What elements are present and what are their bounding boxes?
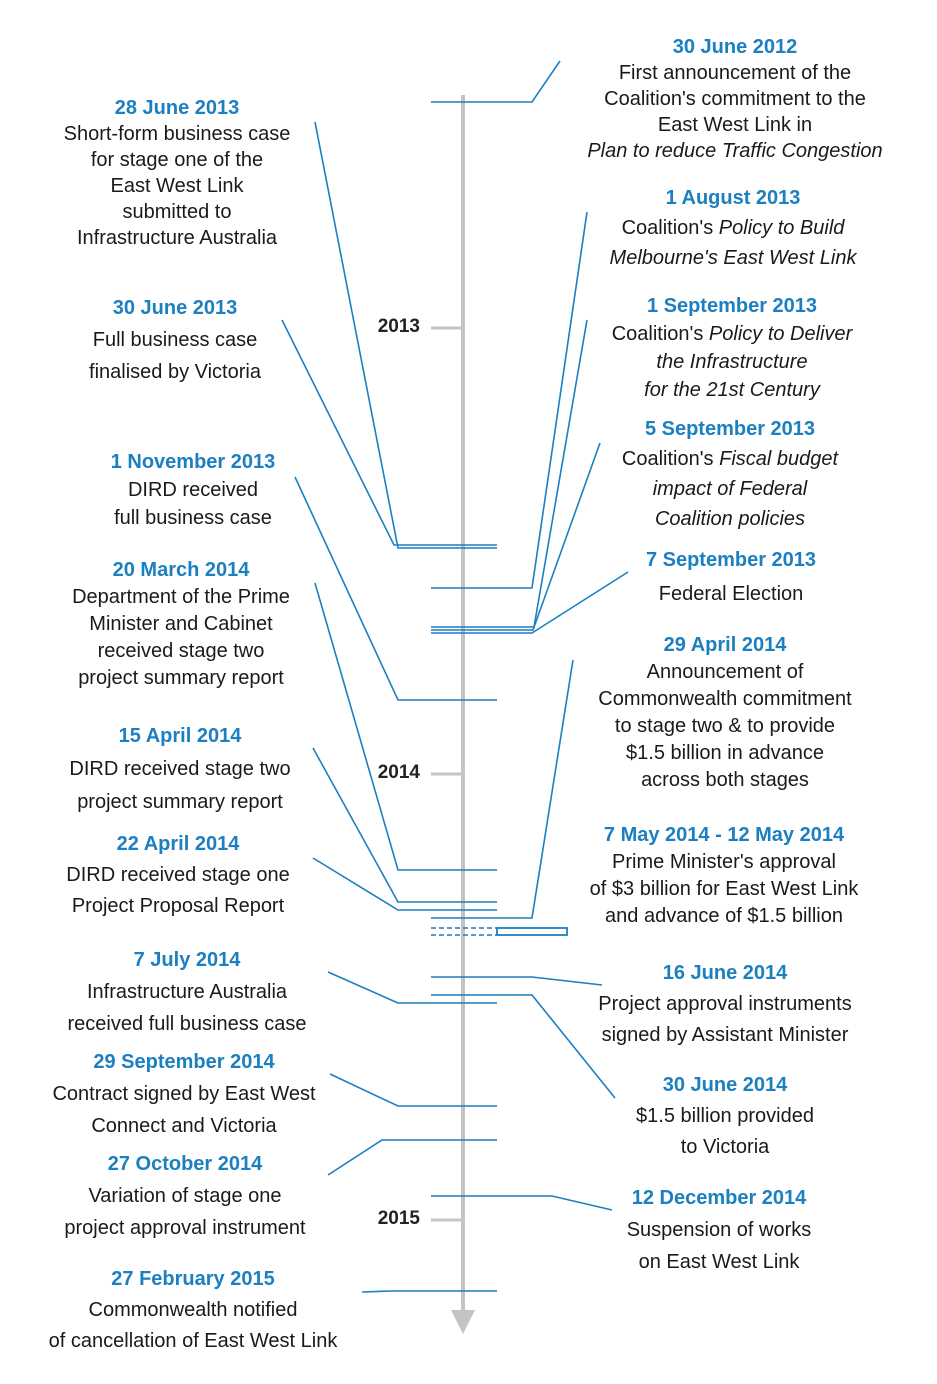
event-text-line <box>0 504 393 532</box>
event-text: across both stages <box>641 769 809 791</box>
event-text-line <box>525 989 925 1020</box>
event-text-line <box>533 213 933 243</box>
event-text-line <box>531 577 931 611</box>
event-text: Connect and Victoria <box>91 1115 277 1137</box>
event-text: Variation of stage one <box>88 1185 282 1207</box>
event-text: Prime Minister's approval <box>612 851 836 873</box>
event-text-line <box>535 112 935 138</box>
event-text: Infrastructure Australia <box>76 227 278 249</box>
left-event <box>0 1264 393 1357</box>
event-text-line <box>0 1110 384 1142</box>
event-text: Commonwealth commitment <box>598 688 852 710</box>
event-text-line <box>0 1212 385 1244</box>
event-text: Project approval instruments <box>598 993 852 1015</box>
right-event <box>524 822 924 930</box>
event-text-line <box>525 767 925 794</box>
event-text: to Victoria <box>680 1136 770 1158</box>
event-text-line <box>525 659 925 686</box>
event-text-line <box>0 976 387 1008</box>
event-date: 1 August 2013 <box>665 187 801 209</box>
event-text-line <box>0 891 378 922</box>
event-text-line <box>525 686 925 713</box>
event-text-line <box>535 138 935 164</box>
event-text-line <box>530 444 930 474</box>
left-event <box>0 95 377 251</box>
event-date: 12 December 2014 <box>631 1187 807 1209</box>
event-date: 5 September 2013 <box>644 418 816 440</box>
left-event <box>0 829 378 922</box>
right-event <box>519 1182 919 1278</box>
event-text: of $3 billion for East West Link <box>589 878 859 900</box>
event-title-italic: Fiscal budget <box>719 448 839 470</box>
event-text: Contract signed by East West <box>52 1083 316 1105</box>
event-text: project summary report <box>78 667 284 689</box>
event-text-line <box>525 740 925 767</box>
event-text-line <box>530 474 930 504</box>
event-text: Coalition's <box>621 448 720 470</box>
event-text-line <box>0 147 377 173</box>
event-text: DIRD received stage one <box>66 864 290 886</box>
event-text: Coalition's <box>611 323 709 345</box>
event-text: $1.5 billion in advance <box>626 742 824 764</box>
right-event <box>525 1070 925 1163</box>
event-text: Minister and Cabinet <box>89 613 273 635</box>
event-date: 7 May 2014 - 12 May 2014 <box>603 824 845 846</box>
event-text-line <box>525 1101 925 1132</box>
event-text: project approval instrument <box>64 1217 306 1239</box>
event-date: 22 April 2014 <box>116 833 240 855</box>
timeline-arrow-head <box>451 1310 475 1334</box>
event-text-line <box>0 1078 384 1110</box>
event-text: Department of the Prime <box>72 586 290 608</box>
event-text-line <box>0 1295 393 1326</box>
event-date: 28 June 2013 <box>114 97 240 119</box>
event-date: 30 June 2012 <box>672 36 798 58</box>
event-text-line <box>525 713 925 740</box>
event-text: DIRD received <box>127 479 259 501</box>
event-text-line <box>530 504 930 534</box>
event-text: for stage one of the <box>90 149 264 171</box>
event-date: 1 November 2013 <box>110 451 276 473</box>
event-text-line <box>0 173 377 199</box>
event-date: 15 April 2014 <box>118 725 242 747</box>
event-text-line <box>0 860 378 891</box>
event-text-line <box>535 86 935 112</box>
event-text: East West Link in <box>657 114 813 136</box>
event-text: of cancellation of East West Link <box>48 1330 338 1352</box>
event-text: received stage two <box>97 640 265 662</box>
event-text-line <box>0 584 381 611</box>
event-text-line <box>0 1008 387 1040</box>
event-text: Full business case <box>92 329 258 351</box>
event-text-line <box>0 665 381 692</box>
event-text: $1.5 billion provided <box>636 1105 814 1127</box>
right-event <box>525 632 925 794</box>
event-title-italic: the Infrastructure <box>656 351 808 373</box>
event-title-italic: Policy to Build <box>718 217 845 239</box>
event-title-italic: impact of Federal <box>652 478 808 500</box>
event-date: 27 October 2014 <box>107 1153 263 1175</box>
event-text-line <box>533 243 933 273</box>
event-text-line <box>0 225 377 251</box>
event-date: 30 June 2014 <box>662 1074 788 1096</box>
event-text-line <box>535 60 935 86</box>
event-text: East West Link <box>110 175 244 197</box>
right-event <box>525 958 925 1051</box>
year-label: 2014 <box>377 762 420 783</box>
event-date: 29 September 2014 <box>93 1051 275 1073</box>
left-event <box>0 944 387 1040</box>
event-text-line <box>524 903 924 930</box>
event-text-line <box>0 476 393 504</box>
right-event <box>535 34 935 164</box>
event-text: DIRD received stage two <box>69 758 291 780</box>
event-text: Suspension of works <box>626 1219 812 1241</box>
left-event <box>0 720 380 819</box>
event-text-line <box>519 1246 919 1278</box>
year-label: 2015 <box>377 1208 420 1229</box>
event-text-line <box>0 356 375 388</box>
right-event <box>531 543 931 611</box>
event-text-line <box>0 121 377 147</box>
event-date: 30 June 2013 <box>112 297 238 319</box>
event-text-line <box>0 324 375 356</box>
event-text-line <box>532 376 932 404</box>
event-text-line <box>0 611 381 638</box>
year-label: 2013 <box>377 316 420 337</box>
left-event <box>0 557 381 692</box>
event-text: Short-form business case <box>63 123 291 145</box>
right-event <box>530 414 930 534</box>
event-text: First announcement of the <box>618 62 852 84</box>
left-event <box>0 448 393 532</box>
event-date: 27 February 2015 <box>111 1268 275 1290</box>
event-title-italic: Melbourne's East West Link <box>609 247 857 269</box>
event-text-line <box>0 753 380 786</box>
event-title-italic: Policy to Deliver <box>708 323 853 345</box>
event-date: 29 April 2014 <box>663 634 787 656</box>
event-text: signed by Assistant Minister <box>601 1024 849 1046</box>
event-date: 7 July 2014 <box>133 949 241 971</box>
event-text: received full business case <box>67 1013 307 1035</box>
event-text: on East West Link <box>638 1251 800 1273</box>
event-text: Coalition's commitment to the <box>604 88 866 110</box>
event-text: finalised by Victoria <box>89 361 261 383</box>
event-title-italic: Coalition policies <box>654 508 806 530</box>
event-text-line <box>524 876 924 903</box>
event-text-line <box>0 1326 393 1357</box>
event-text: Commonwealth notified <box>88 1299 298 1321</box>
event-date: 16 June 2014 <box>662 962 788 984</box>
event-text-line <box>0 786 380 819</box>
event-text-line <box>0 199 377 225</box>
event-text: Announcement of <box>646 661 804 683</box>
event-title-italic: for the 21st Century <box>644 379 820 401</box>
event-text: Coalition's <box>621 217 719 239</box>
event-date: 20 March 2014 <box>112 559 250 581</box>
left-event <box>0 292 375 388</box>
event-date: 1 September 2013 <box>646 295 818 317</box>
event-text: to stage two & to provide <box>614 715 836 737</box>
event-text-line <box>524 849 924 876</box>
event-text: Project Proposal Report <box>71 895 285 917</box>
event-text: full business case <box>114 507 272 529</box>
right-event <box>533 183 933 273</box>
left-event <box>0 1148 385 1244</box>
event-text-line <box>519 1214 919 1246</box>
event-text: submitted to <box>122 201 232 223</box>
event-text-line <box>525 1020 925 1051</box>
event-text: Federal Election <box>658 583 804 605</box>
event-text: Infrastructure Australia <box>86 981 288 1003</box>
event-text-line <box>525 1132 925 1163</box>
left-event <box>0 1046 384 1142</box>
event-text: and advance of $1.5 billion <box>605 905 843 927</box>
event-text: project summary report <box>77 791 283 813</box>
event-text-line <box>532 320 932 348</box>
event-text-line <box>0 638 381 665</box>
event-text-line <box>532 348 932 376</box>
event-text-line <box>0 1180 385 1212</box>
event-date: 7 September 2013 <box>645 549 817 571</box>
right-event <box>532 292 932 404</box>
event-title-italic: Plan to reduce Traffic Congestion <box>587 140 883 162</box>
